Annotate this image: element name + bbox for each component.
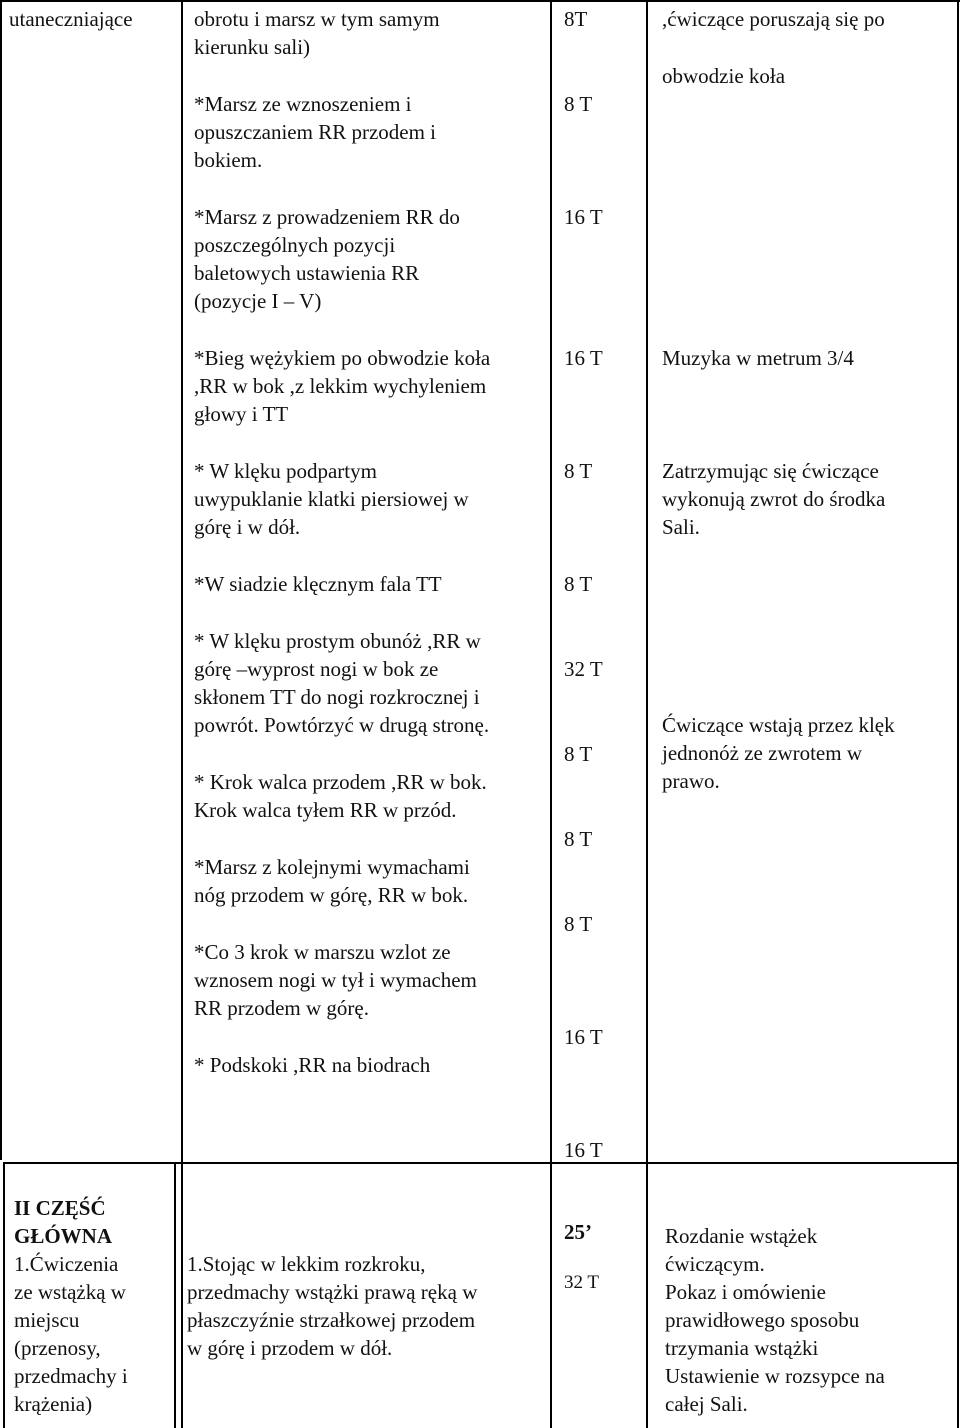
exercise-line: kierunku sali): [194, 35, 311, 59]
exercise-line: przedmachy wstążki prawą ręką w: [187, 1280, 478, 1304]
exercise-line: *Marsz z prowadzeniem RR do: [194, 205, 460, 229]
exercise-line: górę –wyprost nogi w bok ze: [194, 657, 439, 681]
remark-line: prawo.: [662, 769, 720, 793]
section-label: miejscu: [14, 1308, 80, 1332]
border-row-divider: [3, 1162, 958, 1164]
remark-line: ,ćwiczące poruszają się po: [662, 7, 885, 31]
exercise-line: obrotu i marsz w tym samym: [194, 7, 440, 31]
border-top: [0, 0, 960, 2]
exercise-line: *Co 3 krok w marszu wzlot ze: [194, 940, 451, 964]
remark-line: Zatrzymując się ćwiczące: [662, 459, 879, 483]
part-title: GŁÓWNA: [14, 1224, 113, 1248]
remark-line: trzymania wstążki: [665, 1336, 819, 1360]
exercise-line: uwypuklanie klatki piersiowej w: [194, 487, 469, 511]
count-value: 8 T: [564, 827, 593, 851]
remark-line: Muzyka w metrum 3/4: [662, 346, 854, 370]
remark-line: Pokaz i omówienie: [665, 1280, 826, 1304]
remark-line: wykonują zwrot do środka: [662, 487, 886, 511]
remark-line: Rozdanie wstążek: [665, 1224, 818, 1248]
section-label: przedmachy i: [14, 1364, 128, 1388]
remark-line: Ćwiczące wstają przez klęk: [662, 713, 895, 737]
exercise-line: * W klęku podpartym: [194, 459, 377, 483]
count-value: 16 T: [564, 1025, 603, 1049]
exercise-line: głowy i TT: [194, 402, 289, 426]
exercise-line: *Marsz ze wznoszeniem i: [194, 92, 412, 116]
exercise-line: bokiem.: [194, 148, 263, 172]
exercise-line: poszczególnych pozycji: [194, 233, 396, 257]
exercise-line: nóg przodem w górę, RR w bok.: [194, 883, 469, 907]
border-col1-row2: [174, 1162, 176, 1428]
remark-line: Ustawienie w rozsypce na: [665, 1364, 885, 1388]
section-label: utaneczniające: [9, 7, 133, 31]
border-col1-row1: [181, 0, 183, 1164]
section-label: krążenia): [14, 1392, 93, 1416]
count-value: 8 T: [564, 572, 593, 596]
remark-line: obwodzie koła: [662, 64, 786, 88]
count-value: 8 T: [564, 459, 593, 483]
section-label: (przenosy,: [14, 1336, 101, 1360]
exercise-line: Krok walca tyłem RR w przód.: [194, 798, 457, 822]
border-right: [957, 0, 959, 1428]
count-value: 16 T: [564, 346, 603, 370]
count-value: 8T: [564, 7, 588, 31]
count-value: 8 T: [564, 742, 593, 766]
remark-line: jednonóż ze zwrotem w: [662, 741, 863, 765]
exercise-line: *W siadzie klęcznym fala TT: [194, 572, 442, 596]
count-value: 16 T: [564, 205, 603, 229]
section-label: 1.Ćwiczenia: [14, 1252, 119, 1276]
remark-line: prawidłowego sposobu: [665, 1308, 860, 1332]
border-left-row2: [3, 1162, 5, 1428]
remark-line: Sali.: [662, 515, 700, 539]
exercise-line: * W klęku prostym obunóż ,RR w: [194, 629, 481, 653]
exercise-line: 1.Stojąc w lekkim rozkroku,: [187, 1252, 426, 1276]
exercise-line: płaszczyźnie strzałkowej przodem: [187, 1308, 476, 1332]
exercise-line: w górę i przodem w dół.: [187, 1336, 393, 1360]
exercise-line: * Krok walca przodem ,RR w bok.: [194, 770, 487, 794]
exercise-line: powrót. Powtórzyć w drugą stronę.: [194, 713, 490, 737]
count-value: 8 T: [564, 92, 593, 116]
exercise-line: opuszczaniem RR przodem i: [194, 120, 437, 144]
section-label: ze wstążką w: [14, 1280, 126, 1304]
count-value: 32 T: [564, 657, 603, 681]
count-value: 8 T: [564, 912, 593, 936]
exercise-line: * Podskoki ,RR na biodrach: [194, 1053, 431, 1077]
exercise-line: ,RR w bok ,z lekkim wychyleniem: [194, 374, 487, 398]
exercise-line: górę i w dół.: [194, 515, 301, 539]
exercise-line: wznosem nogi w tył i wymachem: [194, 968, 477, 992]
remark-line: ćwiczącym.: [665, 1252, 765, 1276]
border-col2: [550, 0, 552, 1428]
time-value: 25’: [564, 1220, 592, 1244]
border-left-row1: [0, 0, 2, 1160]
border-col3: [646, 0, 648, 1428]
exercise-line: *Bieg wężykiem po obwodzie koła: [194, 346, 491, 370]
remark-line: całej Sali.: [665, 1392, 748, 1416]
exercise-line: RR przodem w górę.: [194, 996, 369, 1020]
exercise-line: baletowych ustawienia RR: [194, 261, 420, 285]
count-value: 32 T: [564, 1272, 600, 1293]
part-title: II CZĘŚĆ: [14, 1196, 106, 1220]
count-value: 16 T: [564, 1138, 603, 1162]
exercise-line: skłonem TT do nogi rozkrocznej i: [194, 685, 480, 709]
exercise-line: *Marsz z kolejnymi wymachami: [194, 855, 470, 879]
border-col1-row2-inner: [181, 1162, 183, 1428]
exercise-line: (pozycje I – V): [194, 289, 322, 313]
